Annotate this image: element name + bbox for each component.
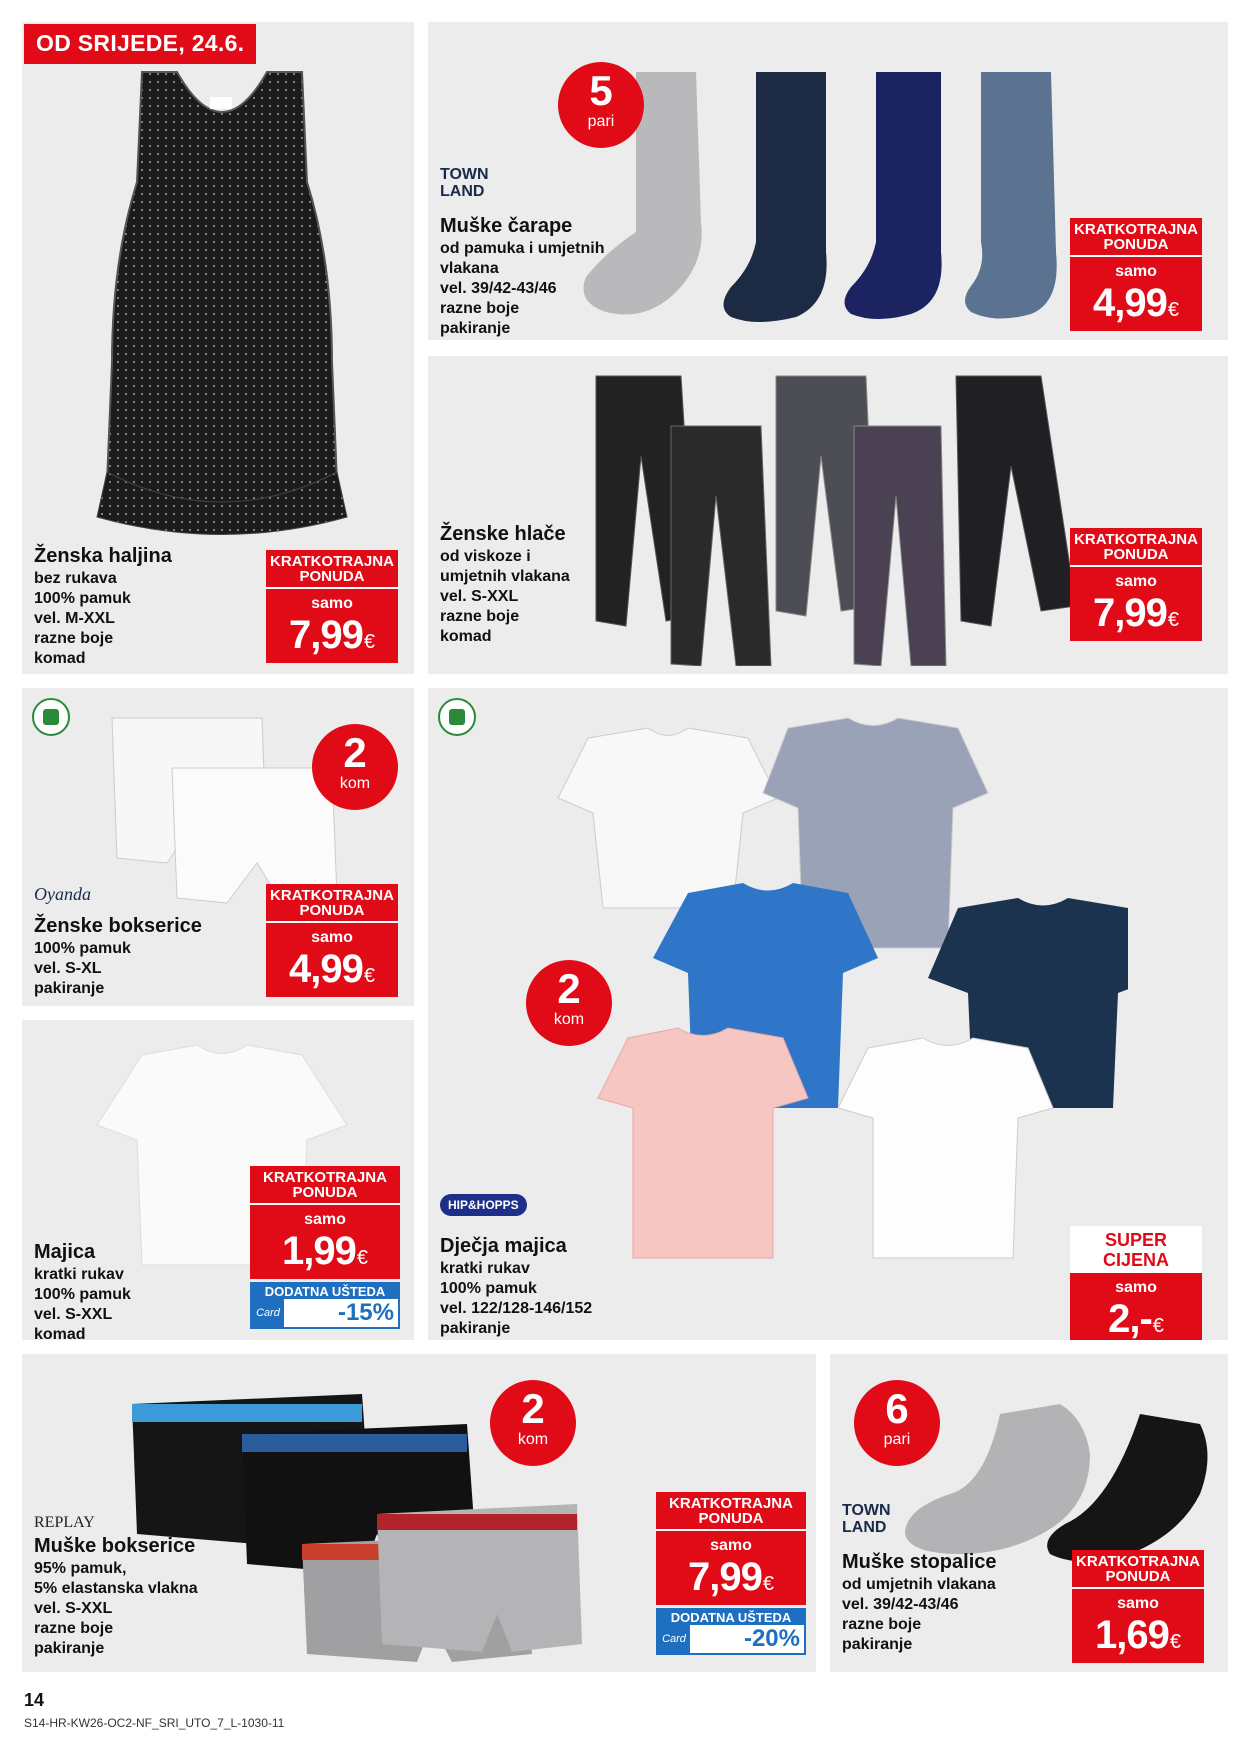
unit-label: komad bbox=[440, 628, 492, 645]
price-value: 1,69 bbox=[1095, 1613, 1169, 1657]
badge-body bbox=[266, 589, 398, 663]
page-number: 14 bbox=[24, 1690, 45, 1710]
extra-saving-label: DODATNA UŠTEDA bbox=[252, 1284, 398, 1299]
unit-label: pakiranje bbox=[34, 980, 105, 997]
quantity-number: 2 bbox=[521, 1385, 545, 1432]
extra-saving-percent: -15% bbox=[284, 1299, 398, 1327]
quantity-number: 2 bbox=[343, 729, 367, 776]
desc-line: 100% pamuk bbox=[440, 1280, 537, 1297]
quantity-circle bbox=[312, 724, 398, 810]
extra-saving-label: DODATNA UŠTEDA bbox=[658, 1610, 804, 1625]
badge-header: KRATKOTRAJNA PONUDA bbox=[266, 550, 398, 589]
price-badge bbox=[1070, 1226, 1202, 1340]
currency: € bbox=[1167, 299, 1179, 321]
date-banner: OD SRIJEDE, 24.6. bbox=[24, 24, 256, 64]
product-card-pants[interactable] bbox=[428, 356, 1228, 674]
pants-info bbox=[440, 522, 570, 647]
gots-certification-icon bbox=[32, 698, 70, 736]
samo-label: samo bbox=[1117, 1595, 1159, 1612]
womens-boxers-info bbox=[34, 914, 202, 999]
desc-line: vel. S-XL bbox=[34, 960, 102, 977]
desc-line: 100% pamuk bbox=[34, 590, 131, 607]
desc-line: od pamuka i umjetnih bbox=[440, 240, 605, 257]
ankle-socks-info bbox=[842, 1550, 997, 1655]
product-name: Muške čarape bbox=[440, 215, 573, 237]
quantity-unit: pari bbox=[883, 1431, 911, 1448]
desc-line: razne boje bbox=[34, 630, 114, 647]
desc-line: kratki rukav bbox=[34, 1266, 124, 1283]
badge-header: KRATKOTRAJNA PONUDA bbox=[250, 1166, 400, 1205]
quantity-unit: kom bbox=[339, 775, 371, 792]
product-card-socks[interactable] bbox=[428, 22, 1228, 340]
badge-body bbox=[1070, 567, 1202, 641]
kids-tee-image bbox=[528, 708, 1128, 1268]
price-value: 1,99 bbox=[282, 1229, 356, 1273]
quantity-number: 5 bbox=[589, 67, 613, 114]
unit-label: komad bbox=[34, 1326, 86, 1340]
badge-header: KRATKOTRAJNA PONUDA bbox=[1070, 218, 1202, 257]
desc-line: bez rukava bbox=[34, 570, 117, 587]
mens-boxers-info bbox=[34, 1534, 198, 1659]
card-icon: Card bbox=[658, 1625, 690, 1653]
kids-tee-info bbox=[440, 1234, 592, 1339]
price-value: 2,- bbox=[1108, 1297, 1152, 1340]
unit-label: pakiranje bbox=[440, 1320, 511, 1337]
brand-logo: TOWN LAND bbox=[440, 166, 489, 200]
samo-label: samo bbox=[304, 1211, 346, 1228]
currency: € bbox=[762, 1573, 774, 1595]
footer-code: S14-HR-KW26-OC2-NF_SRI_UTO_7_L-1030-11 bbox=[24, 1716, 285, 1730]
product-card-ankle-socks[interactable] bbox=[830, 1354, 1228, 1672]
dress-image bbox=[82, 62, 362, 542]
badge-header: SUPER CIJENA bbox=[1070, 1226, 1202, 1273]
extra-saving-percent: -20% bbox=[690, 1625, 804, 1653]
currency: € bbox=[1152, 1315, 1164, 1337]
quantity-circle bbox=[854, 1380, 940, 1466]
price-badge bbox=[266, 550, 398, 663]
price-value: 4,99 bbox=[289, 947, 363, 991]
dress-info bbox=[34, 544, 172, 669]
product-name: Majica bbox=[34, 1241, 96, 1263]
price-badge bbox=[250, 1166, 400, 1329]
price-badge bbox=[1070, 528, 1202, 641]
brand-logo: HIP&HOPPS bbox=[440, 1194, 527, 1216]
brand-logo: TOWN LAND bbox=[842, 1502, 891, 1536]
desc-line: 95% pamuk, bbox=[34, 1560, 127, 1577]
socks-info bbox=[440, 214, 604, 339]
desc-line: od viskoze i bbox=[440, 548, 531, 565]
currency: € bbox=[356, 1247, 368, 1269]
product-name: Dječja majica bbox=[440, 1235, 567, 1257]
pants-image bbox=[586, 366, 1106, 666]
badge-body bbox=[1070, 1273, 1202, 1340]
currency: € bbox=[1167, 609, 1179, 631]
desc-line: razne boje bbox=[440, 608, 520, 625]
unit-label: pakiranje bbox=[34, 1640, 105, 1657]
desc-line: vel. S-XXL bbox=[34, 1306, 113, 1323]
badge-header: KRATKOTRAJNA PONUDA bbox=[656, 1492, 806, 1531]
product-card-mens-boxers[interactable] bbox=[22, 1354, 816, 1672]
samo-label: samo bbox=[710, 1537, 752, 1554]
desc-line: vel. M-XXL bbox=[34, 610, 115, 627]
quantity-unit: pari bbox=[587, 113, 615, 130]
product-name: Ženska haljina bbox=[34, 545, 172, 567]
desc-line: vel. 39/42-43/46 bbox=[440, 280, 557, 297]
quantity-unit: kom bbox=[517, 1431, 549, 1448]
badge-body bbox=[1072, 1589, 1204, 1663]
gots-certification-icon bbox=[438, 698, 476, 736]
product-name: Muške bokserice bbox=[34, 1535, 196, 1557]
price-badge bbox=[266, 884, 398, 997]
desc-line: 5% elastanska vlakna bbox=[34, 1580, 198, 1597]
card-icon: Card bbox=[252, 1299, 284, 1327]
brand-logo: Oyanda bbox=[34, 884, 91, 904]
badge-header: KRATKOTRAJNA PONUDA bbox=[266, 884, 398, 923]
brand-logo: REPLAY bbox=[34, 1514, 95, 1531]
samo-label: samo bbox=[311, 929, 353, 946]
price-badge bbox=[1072, 1550, 1204, 1663]
desc-line: umjetnih vlakana bbox=[440, 568, 570, 585]
extra-saving bbox=[656, 1608, 806, 1655]
badge-body bbox=[266, 923, 398, 997]
desc-line: kratki rukav bbox=[440, 1260, 530, 1277]
product-name: Muške stopalice bbox=[842, 1551, 997, 1573]
desc-line: razne boje bbox=[842, 1616, 922, 1633]
quantity-circle bbox=[558, 62, 644, 148]
tee-info bbox=[34, 1240, 131, 1340]
product-card-tee[interactable] bbox=[22, 1020, 414, 1340]
product-card-womens-boxers[interactable] bbox=[22, 688, 414, 1006]
price-badge bbox=[656, 1492, 806, 1655]
unit-label: pakiranje bbox=[440, 320, 511, 337]
currency: € bbox=[363, 965, 375, 987]
samo-label: samo bbox=[1115, 573, 1157, 590]
desc-line: razne boje bbox=[34, 1620, 114, 1637]
product-card-dress[interactable] bbox=[22, 22, 414, 674]
price-value: 4,99 bbox=[1093, 281, 1167, 325]
desc-line: vel. S-XXL bbox=[34, 1600, 113, 1617]
samo-label: samo bbox=[1115, 1279, 1157, 1296]
price-value: 7,99 bbox=[289, 613, 363, 657]
product-name: Ženske bokserice bbox=[34, 915, 202, 937]
desc-line: 100% pamuk bbox=[34, 940, 131, 957]
quantity-circle bbox=[526, 960, 612, 1046]
product-card-kids-tee[interactable] bbox=[428, 688, 1228, 1340]
price-badge bbox=[1070, 218, 1202, 331]
desc-line: vel. S-XXL bbox=[440, 588, 519, 605]
quantity-unit: kom bbox=[553, 1011, 585, 1028]
product-name: Ženske hlače bbox=[440, 523, 566, 545]
desc-line: 100% pamuk bbox=[34, 1286, 131, 1303]
samo-label: samo bbox=[311, 595, 353, 612]
samo-label: samo bbox=[1115, 263, 1157, 280]
price-value: 7,99 bbox=[688, 1555, 762, 1599]
desc-line: vel. 122/128-146/152 bbox=[440, 1300, 593, 1317]
badge-body bbox=[1070, 257, 1202, 331]
badge-header: KRATKOTRAJNA PONUDA bbox=[1070, 528, 1202, 567]
currency: € bbox=[1169, 1631, 1181, 1653]
quantity-circle bbox=[490, 1380, 576, 1466]
currency: € bbox=[363, 631, 375, 653]
unit-label: komad bbox=[34, 650, 86, 667]
unit-label: pakiranje bbox=[842, 1636, 913, 1653]
price-value: 7,99 bbox=[1093, 591, 1167, 635]
desc-line: vlakana bbox=[440, 260, 499, 277]
quantity-number: 2 bbox=[557, 965, 581, 1012]
socks-image bbox=[576, 62, 1076, 332]
badge-body bbox=[250, 1205, 400, 1279]
extra-saving bbox=[250, 1282, 400, 1329]
desc-line: od umjetnih vlakana bbox=[842, 1576, 996, 1593]
badge-header: KRATKOTRAJNA PONUDA bbox=[1072, 1550, 1204, 1589]
quantity-number: 6 bbox=[885, 1385, 909, 1432]
desc-line: vel. 39/42-43/46 bbox=[842, 1596, 959, 1613]
badge-body bbox=[656, 1531, 806, 1605]
desc-line: razne boje bbox=[440, 300, 520, 317]
